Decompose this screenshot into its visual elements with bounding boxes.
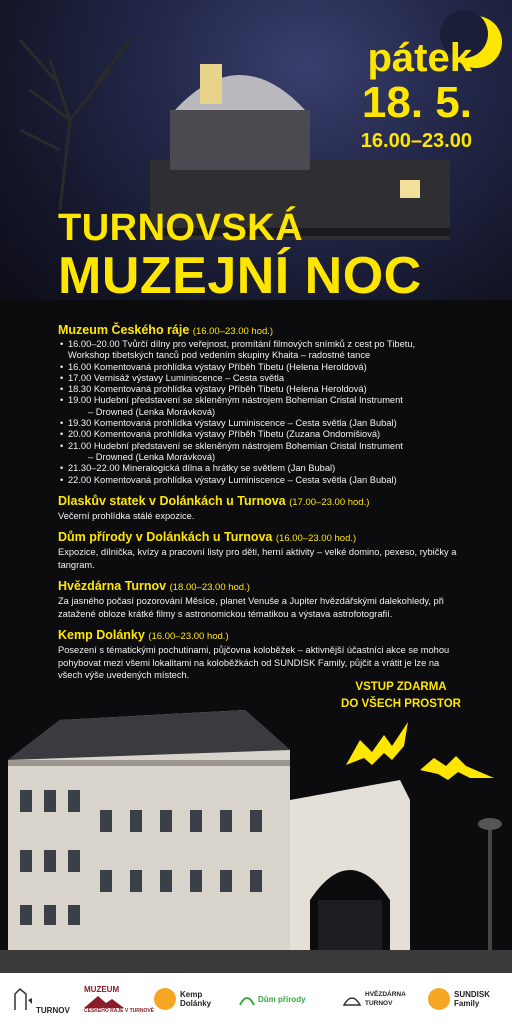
sundisk-smile-icon — [428, 988, 450, 1010]
program-list — [58, 318, 460, 682]
section-time: (16.00–23.00 hod.) — [192, 326, 274, 337]
section-name: Muzeum Českého ráje — [58, 323, 190, 337]
kemp-logo-text-group — [180, 990, 211, 1008]
mountain-icon — [84, 994, 124, 1008]
turnov-logo — [12, 981, 70, 1017]
section-museum — [58, 323, 460, 339]
dum-prirody-logo — [238, 981, 306, 1017]
section-dlask — [58, 494, 460, 510]
section-description: Posezení s tématickými pochutinami, půjčovna koloběžek – aktivnější účastníci akce se mohou pohybovat mezi všemi lokalitami na koloběžkách od SUNDISK Family, půjčit a vrátit je lze na všech výše uvedených místech. — [58, 645, 450, 681]
bat-icon — [346, 722, 408, 765]
event-item: • 19.30 Komentovaná prohlídka výstavy Luminiscence – Cesta světla (Jan Bubal) — [58, 418, 460, 429]
dum-prirody-logo-text: Dům přírody — [258, 994, 306, 1004]
event-time: 16.00–23.00 — [360, 130, 472, 152]
sundisk-logo — [428, 981, 490, 1017]
section-time: (16.00–23.00 hod.) — [275, 533, 357, 545]
event-item: • 22.00 Komentovaná prohlídka výstavy Luminiscence – Cesta světla (Jan Bubal) — [58, 475, 460, 486]
muzeum-logo-group — [84, 985, 154, 1014]
turnov-crest-icon — [12, 986, 34, 1012]
section-kemp — [58, 628, 460, 644]
free-entry-notice — [326, 679, 476, 713]
leaf-figure-icon — [238, 991, 256, 1007]
partner-logos-footer — [0, 973, 512, 1024]
observatory-dome-icon — [342, 991, 362, 1007]
sundisk-logo-text-group — [454, 990, 490, 1008]
event-item: • 17.00 Vernisáž výstavy Luminiscence – Cesta světla — [58, 373, 460, 384]
hvezdarna-logo-text-group — [365, 990, 406, 1008]
event-item: • 20.00 Komentovaná prohlídka výstavy Příběh Tibetu (Zuzana Ondomišiová) — [58, 429, 460, 440]
section-time: (18.00–23.00 hod.) — [169, 582, 250, 594]
free-entry-line-2: DO VŠECH PROSTOR — [341, 698, 461, 710]
section-hvezdarna — [58, 579, 460, 595]
sundisk-logo-line-2: Family — [454, 999, 480, 1008]
event-item-continuation: – Drowned (Lenka Morávková) — [88, 451, 216, 462]
kemp-smile-icon — [154, 988, 176, 1010]
bat-icon — [420, 756, 494, 780]
section-description: Za jasného počasí pozorování Měsíce, planet Venuše a Jupiter hvězdářskými dalekohledy, při zatažené obloze krátké filmy s astronomickou tématikou a výstava astrofotografií. — [58, 596, 444, 619]
event-item: • 16.00–20.00 Tvůrčí dílny pro veřejnost, promítání filmových snímků z cest po Tibetu, — [58, 339, 460, 350]
section-time: (17.00–23.00 hod.) — [289, 496, 370, 508]
event-item: • 16.00 Komentovaná prohlídka výstavy Příběh Tibetu (Helena Heroldová) — [58, 362, 460, 373]
section-dum-prirody — [58, 530, 460, 546]
title-line-1: TURNOVSKÁ — [58, 207, 304, 249]
section-name: Kemp Dolánky — [58, 628, 145, 643]
hvezdarna-logo-line-1: HVĚZDÁRNA — [365, 991, 406, 998]
street-lamp-illustration — [478, 818, 502, 953]
poster-title — [58, 208, 422, 304]
event-item: • 18.30 Komentovaná prohlídka výstavy Příběh Tibetu (Helena Heroldová) — [58, 384, 460, 395]
section-name: Dlaskův statek v Dolánkách u Turnova — [58, 493, 286, 508]
section-name: Hvězdárna Turnov — [58, 579, 167, 594]
museum-building-illustration — [8, 710, 410, 955]
hvezdarna-logo-line-2: TURNOV — [365, 1000, 393, 1007]
street-ground — [0, 950, 512, 973]
muzeum-logo — [84, 981, 154, 1017]
event-item-continuation: – Drowned (Lenka Morávková) — [88, 406, 216, 417]
kemp-logo-line-1: Kemp — [180, 990, 203, 999]
title-line-2: MUZEJNÍ NOC — [58, 247, 422, 305]
turnov-logo-text: TURNOV — [36, 1005, 70, 1015]
kemp-dolanky-logo — [154, 981, 211, 1017]
muzeum-logo-subtext: ČESKÉHO RÁJE V TURNOVĚ — [84, 1007, 155, 1014]
event-item: • 19.00 Hudební představení se skleněným nástrojem Bohemian Cristal Instrument — [58, 395, 460, 406]
hvezdarna-logo — [342, 981, 406, 1017]
section-description: Expozice, dílnička, kvízy a pracovní listy pro děti, herní aktivity – velké domino, pexeso, rybičky a tangram. — [58, 547, 457, 570]
section-time: (16.00–23.00 hod.) — [148, 631, 229, 643]
kemp-logo-line-2: Dolánky — [180, 999, 212, 1008]
event-item-continuation: Workshop tibetských tanců pod vedením skupiny Khaita – radostné tance — [68, 350, 371, 361]
event-date-number: 18. 5. — [361, 78, 472, 127]
section-name: Dům přírody v Dolánkách u Turnova — [58, 530, 273, 545]
sundisk-logo-line-1: SUNDISK — [454, 990, 491, 999]
free-entry-line-1: VSTUP ZDARMA — [355, 681, 447, 693]
tree-illustration — [20, 40, 130, 210]
event-item: • 21.00 Hudební představení se skleněným nástrojem Bohemian Cristal Instrument — [58, 441, 460, 452]
section-description: Večerní prohlídka stálé expozice. — [58, 510, 195, 521]
event-date — [361, 36, 472, 154]
muzeum-logo-text: MUZEUM — [84, 984, 120, 994]
event-day: pátek — [367, 36, 472, 80]
event-item: • 21.30–22.00 Mineralogická dílna a hrátky se světlem (Jan Bubal) — [58, 463, 460, 474]
